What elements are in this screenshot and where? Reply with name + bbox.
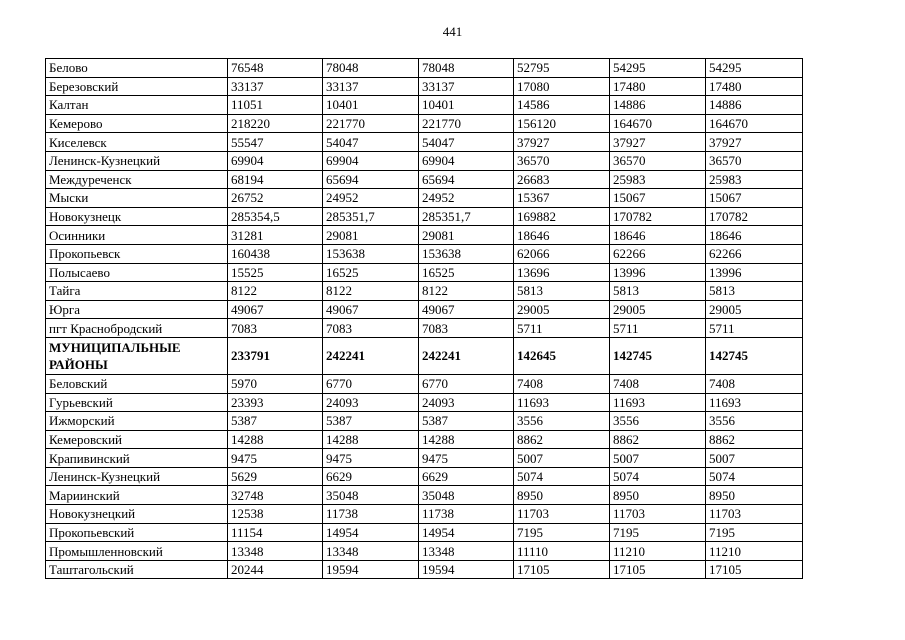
value-cell: 62266 bbox=[610, 244, 706, 263]
value-cell: 153638 bbox=[419, 244, 514, 263]
value-cell: 31281 bbox=[228, 226, 323, 245]
value-cell: 14954 bbox=[419, 523, 514, 542]
section-total-cell: 233791 bbox=[228, 337, 323, 374]
value-cell: 54047 bbox=[323, 133, 419, 152]
row-label: Осинники bbox=[46, 226, 228, 245]
table-row bbox=[46, 133, 803, 152]
value-cell: 18646 bbox=[706, 226, 803, 245]
row-label: Ленинск-Кузнецкий bbox=[46, 151, 228, 170]
value-cell: 49067 bbox=[419, 300, 514, 319]
row-label: Ижморский bbox=[46, 412, 228, 431]
value-cell: 14288 bbox=[419, 430, 514, 449]
value-cell: 37927 bbox=[610, 133, 706, 152]
value-cell: 54295 bbox=[610, 59, 706, 78]
table-body bbox=[46, 59, 803, 579]
value-cell: 14288 bbox=[228, 430, 323, 449]
value-cell: 14954 bbox=[323, 523, 419, 542]
table-row bbox=[46, 542, 803, 561]
value-cell: 68194 bbox=[228, 170, 323, 189]
table-row bbox=[46, 486, 803, 505]
value-cell: 7083 bbox=[323, 319, 419, 338]
value-cell: 19594 bbox=[323, 560, 419, 579]
value-cell: 76548 bbox=[228, 59, 323, 78]
value-cell: 5007 bbox=[610, 449, 706, 468]
value-cell: 24093 bbox=[323, 393, 419, 412]
value-cell: 285351,7 bbox=[323, 207, 419, 226]
value-cell: 9475 bbox=[323, 449, 419, 468]
value-cell: 29005 bbox=[706, 300, 803, 319]
value-cell: 11051 bbox=[228, 96, 323, 115]
section-total-cell: 142645 bbox=[514, 337, 610, 374]
value-cell: 69904 bbox=[419, 151, 514, 170]
value-cell: 11703 bbox=[514, 505, 610, 524]
value-cell: 3556 bbox=[610, 412, 706, 431]
value-cell: 26752 bbox=[228, 189, 323, 208]
value-cell: 54047 bbox=[419, 133, 514, 152]
value-cell: 8122 bbox=[323, 282, 419, 301]
table-row bbox=[46, 59, 803, 78]
value-cell: 13996 bbox=[706, 263, 803, 282]
value-cell: 13348 bbox=[323, 542, 419, 561]
value-cell: 29005 bbox=[610, 300, 706, 319]
section-total-cell: 142745 bbox=[706, 337, 803, 374]
value-cell: 15067 bbox=[610, 189, 706, 208]
table-row bbox=[46, 374, 803, 393]
value-cell: 11693 bbox=[610, 393, 706, 412]
value-cell: 11703 bbox=[706, 505, 803, 524]
value-cell: 160438 bbox=[228, 244, 323, 263]
value-cell: 7195 bbox=[706, 523, 803, 542]
row-label: Полысаево bbox=[46, 263, 228, 282]
value-cell: 23393 bbox=[228, 393, 323, 412]
value-cell: 62266 bbox=[706, 244, 803, 263]
value-cell: 6770 bbox=[323, 374, 419, 393]
value-cell: 17105 bbox=[706, 560, 803, 579]
value-cell: 13348 bbox=[419, 542, 514, 561]
table-row bbox=[46, 151, 803, 170]
value-cell: 5387 bbox=[323, 412, 419, 431]
table-row bbox=[46, 300, 803, 319]
value-cell: 170782 bbox=[706, 207, 803, 226]
value-cell: 11693 bbox=[514, 393, 610, 412]
value-cell: 8862 bbox=[514, 430, 610, 449]
table-row bbox=[46, 170, 803, 189]
value-cell: 164670 bbox=[610, 114, 706, 133]
table-row bbox=[46, 114, 803, 133]
value-cell: 11210 bbox=[706, 542, 803, 561]
value-cell: 78048 bbox=[323, 59, 419, 78]
value-cell: 18646 bbox=[514, 226, 610, 245]
value-cell: 17105 bbox=[610, 560, 706, 579]
value-cell: 37927 bbox=[706, 133, 803, 152]
value-cell: 8122 bbox=[419, 282, 514, 301]
value-cell: 20244 bbox=[228, 560, 323, 579]
value-cell: 5074 bbox=[706, 467, 803, 486]
value-cell: 7408 bbox=[706, 374, 803, 393]
value-cell: 9475 bbox=[228, 449, 323, 468]
table-row bbox=[46, 77, 803, 96]
value-cell: 55547 bbox=[228, 133, 323, 152]
value-cell: 13996 bbox=[610, 263, 706, 282]
value-cell: 65694 bbox=[323, 170, 419, 189]
table-row bbox=[46, 207, 803, 226]
value-cell: 26683 bbox=[514, 170, 610, 189]
value-cell: 33137 bbox=[323, 77, 419, 96]
row-label: Киселевск bbox=[46, 133, 228, 152]
value-cell: 8862 bbox=[706, 430, 803, 449]
value-cell: 36570 bbox=[706, 151, 803, 170]
value-cell: 11738 bbox=[323, 505, 419, 524]
section-total-cell: 242241 bbox=[323, 337, 419, 374]
value-cell: 285354,5 bbox=[228, 207, 323, 226]
value-cell: 35048 bbox=[419, 486, 514, 505]
value-cell: 69904 bbox=[323, 151, 419, 170]
value-cell: 36570 bbox=[514, 151, 610, 170]
value-cell: 170782 bbox=[610, 207, 706, 226]
row-label: Кемерово bbox=[46, 114, 228, 133]
value-cell: 14288 bbox=[323, 430, 419, 449]
value-cell: 11110 bbox=[514, 542, 610, 561]
row-label: Юрга bbox=[46, 300, 228, 319]
value-cell: 54295 bbox=[706, 59, 803, 78]
value-cell: 7195 bbox=[514, 523, 610, 542]
row-label: Кемеровский bbox=[46, 430, 228, 449]
value-cell: 15525 bbox=[228, 263, 323, 282]
value-cell: 5074 bbox=[610, 467, 706, 486]
value-cell: 5629 bbox=[228, 467, 323, 486]
value-cell: 37927 bbox=[514, 133, 610, 152]
value-cell: 3556 bbox=[706, 412, 803, 431]
value-cell: 8950 bbox=[610, 486, 706, 505]
value-cell: 33137 bbox=[228, 77, 323, 96]
value-cell: 3556 bbox=[514, 412, 610, 431]
value-cell: 5387 bbox=[419, 412, 514, 431]
table-row bbox=[46, 96, 803, 115]
row-label: Ленинск-Кузнецкий bbox=[46, 467, 228, 486]
value-cell: 169882 bbox=[514, 207, 610, 226]
row-label: Новокузнецкий bbox=[46, 505, 228, 524]
table-row bbox=[46, 189, 803, 208]
value-cell: 33137 bbox=[419, 77, 514, 96]
value-cell: 5007 bbox=[706, 449, 803, 468]
table-row bbox=[46, 319, 803, 338]
row-label: Мариинский bbox=[46, 486, 228, 505]
value-cell: 7408 bbox=[514, 374, 610, 393]
section-total-cell: 242241 bbox=[419, 337, 514, 374]
value-cell: 15067 bbox=[706, 189, 803, 208]
table-row bbox=[46, 244, 803, 263]
value-cell: 11703 bbox=[610, 505, 706, 524]
row-label: Березовский bbox=[46, 77, 228, 96]
value-cell: 17080 bbox=[514, 77, 610, 96]
page-number: 441 bbox=[442, 24, 463, 39]
value-cell: 49067 bbox=[323, 300, 419, 319]
value-cell: 5711 bbox=[610, 319, 706, 338]
value-cell: 5813 bbox=[514, 282, 610, 301]
value-cell: 8950 bbox=[514, 486, 610, 505]
table-row bbox=[46, 449, 803, 468]
table-row bbox=[46, 467, 803, 486]
value-cell: 24093 bbox=[419, 393, 514, 412]
value-cell: 156120 bbox=[514, 114, 610, 133]
value-cell: 5711 bbox=[706, 319, 803, 338]
section-header-row bbox=[46, 337, 803, 374]
row-label: Таштагольский bbox=[46, 560, 228, 579]
value-cell: 5007 bbox=[514, 449, 610, 468]
value-cell: 285351,7 bbox=[419, 207, 514, 226]
value-cell: 5813 bbox=[706, 282, 803, 301]
value-cell: 17480 bbox=[706, 77, 803, 96]
value-cell: 9475 bbox=[419, 449, 514, 468]
value-cell: 6770 bbox=[419, 374, 514, 393]
table-row bbox=[46, 560, 803, 579]
value-cell: 8862 bbox=[610, 430, 706, 449]
value-cell: 5074 bbox=[514, 467, 610, 486]
row-label: Прокопьевск bbox=[46, 244, 228, 263]
value-cell: 6629 bbox=[323, 467, 419, 486]
row-label: Крапивинский bbox=[46, 449, 228, 468]
value-cell: 5711 bbox=[514, 319, 610, 338]
table-row bbox=[46, 226, 803, 245]
value-cell: 7408 bbox=[610, 374, 706, 393]
value-cell: 35048 bbox=[323, 486, 419, 505]
value-cell: 69904 bbox=[228, 151, 323, 170]
value-cell: 25983 bbox=[610, 170, 706, 189]
table-row bbox=[46, 505, 803, 524]
row-label: Новокузнецк bbox=[46, 207, 228, 226]
value-cell: 17480 bbox=[610, 77, 706, 96]
value-cell: 5970 bbox=[228, 374, 323, 393]
table-row bbox=[46, 263, 803, 282]
value-cell: 29081 bbox=[419, 226, 514, 245]
value-cell: 7083 bbox=[228, 319, 323, 338]
value-cell: 36570 bbox=[610, 151, 706, 170]
table-row bbox=[46, 430, 803, 449]
value-cell: 10401 bbox=[323, 96, 419, 115]
value-cell: 218220 bbox=[228, 114, 323, 133]
value-cell: 25983 bbox=[706, 170, 803, 189]
row-label: Калтан bbox=[46, 96, 228, 115]
table-row bbox=[46, 523, 803, 542]
data-table bbox=[45, 58, 803, 579]
value-cell: 14886 bbox=[706, 96, 803, 115]
value-cell: 18646 bbox=[610, 226, 706, 245]
value-cell: 153638 bbox=[323, 244, 419, 263]
value-cell: 8122 bbox=[228, 282, 323, 301]
table-row bbox=[46, 412, 803, 431]
value-cell: 14886 bbox=[610, 96, 706, 115]
section-total-cell: 142745 bbox=[610, 337, 706, 374]
row-label: Гурьевский bbox=[46, 393, 228, 412]
value-cell: 15367 bbox=[514, 189, 610, 208]
row-label: Междуреченск bbox=[46, 170, 228, 189]
value-cell: 164670 bbox=[706, 114, 803, 133]
value-cell: 16525 bbox=[419, 263, 514, 282]
value-cell: 13348 bbox=[228, 542, 323, 561]
row-label: пгт Краснобродский bbox=[46, 319, 228, 338]
value-cell: 32748 bbox=[228, 486, 323, 505]
value-cell: 221770 bbox=[419, 114, 514, 133]
value-cell: 65694 bbox=[419, 170, 514, 189]
value-cell: 24952 bbox=[323, 189, 419, 208]
row-label: Белово bbox=[46, 59, 228, 78]
value-cell: 10401 bbox=[419, 96, 514, 115]
row-label: Прокопьевский bbox=[46, 523, 228, 542]
value-cell: 62066 bbox=[514, 244, 610, 263]
value-cell: 7083 bbox=[419, 319, 514, 338]
row-label: Промышленновский bbox=[46, 542, 228, 561]
value-cell: 11210 bbox=[610, 542, 706, 561]
value-cell: 52795 bbox=[514, 59, 610, 78]
value-cell: 13696 bbox=[514, 263, 610, 282]
table-row bbox=[46, 282, 803, 301]
table-row bbox=[46, 393, 803, 412]
value-cell: 49067 bbox=[228, 300, 323, 319]
row-label: Тайга bbox=[46, 282, 228, 301]
value-cell: 14586 bbox=[514, 96, 610, 115]
value-cell: 29005 bbox=[514, 300, 610, 319]
row-label: Беловский bbox=[46, 374, 228, 393]
value-cell: 6629 bbox=[419, 467, 514, 486]
value-cell: 16525 bbox=[323, 263, 419, 282]
value-cell: 5813 bbox=[610, 282, 706, 301]
value-cell: 12538 bbox=[228, 505, 323, 524]
value-cell: 11154 bbox=[228, 523, 323, 542]
value-cell: 17105 bbox=[514, 560, 610, 579]
value-cell: 19594 bbox=[419, 560, 514, 579]
value-cell: 78048 bbox=[419, 59, 514, 78]
value-cell: 8950 bbox=[706, 486, 803, 505]
value-cell: 221770 bbox=[323, 114, 419, 133]
value-cell: 24952 bbox=[419, 189, 514, 208]
section-label: МУНИЦИПАЛЬНЫЕ РАЙОНЫ bbox=[46, 337, 228, 374]
value-cell: 7195 bbox=[610, 523, 706, 542]
value-cell: 29081 bbox=[323, 226, 419, 245]
row-label: Мыски bbox=[46, 189, 228, 208]
value-cell: 11693 bbox=[706, 393, 803, 412]
value-cell: 11738 bbox=[419, 505, 514, 524]
value-cell: 5387 bbox=[228, 412, 323, 431]
